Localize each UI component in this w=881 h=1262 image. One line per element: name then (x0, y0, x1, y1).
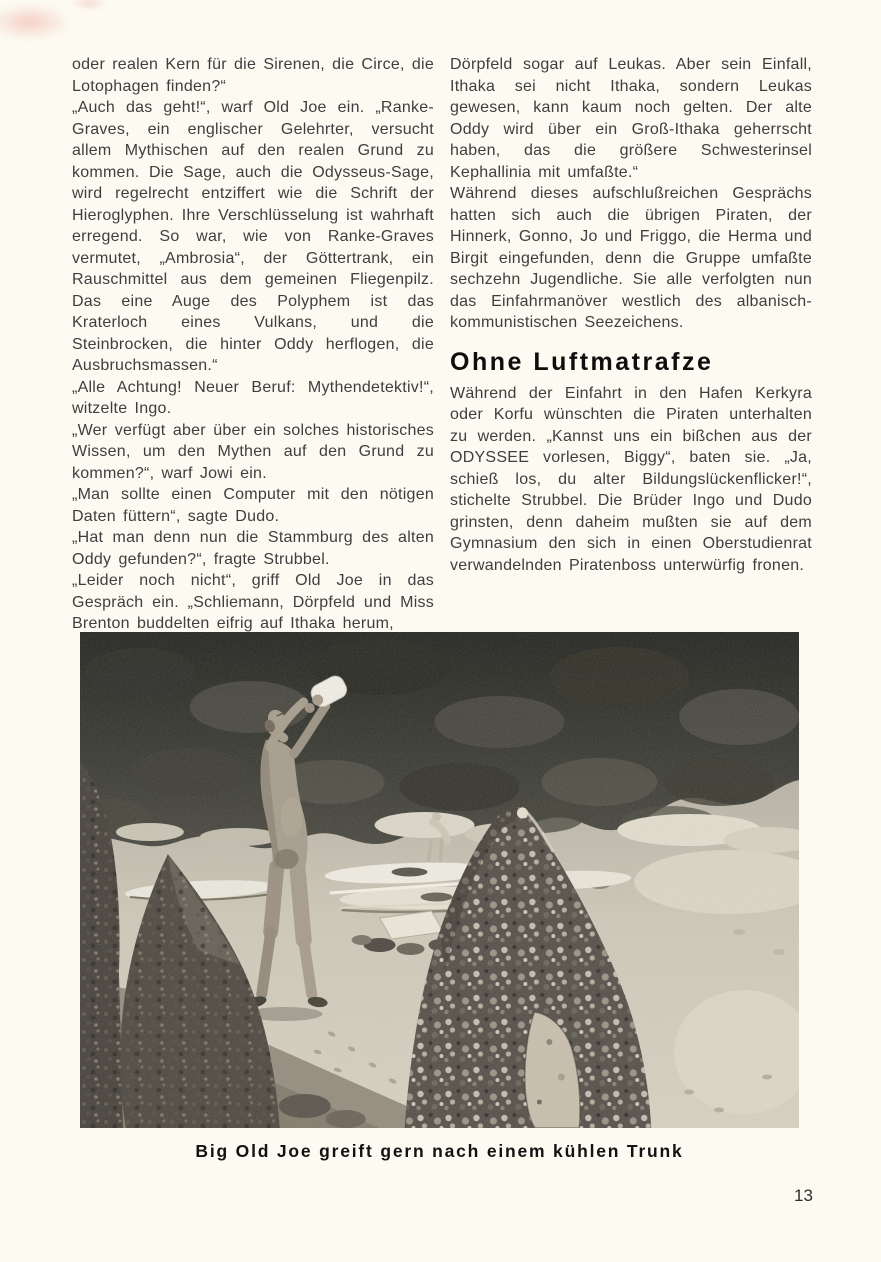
right-column (450, 54, 812, 635)
paragraph: „Hat man denn nun die Stammburg des alten Oddy gefunden?“, fragte Strubbel. (72, 529, 434, 568)
paragraph: „Leider noch nicht“, griff Old Joe in das Gespräch ein. „Schliemann, Dörpfeld und Miss Brenton buddelten eifrig auf Ithaka herum, (72, 572, 434, 632)
photo-caption: Big Old Joe greift gern nach einem kühlen Trunk (195, 1141, 684, 1161)
paragraph: „Auch das geht!“, warf Old Joe ein. „Ranke-Graves, ein englischer Gelehrter, versucht allem Mythischen auf den realen Grund zu kommen. Die Sage, auch die Odysseus-Sage, wird regelrecht entziffert wie die Schrift der Hieroglyphen. Ihre Verschlüsselung ist wahrhaft erregend. So war, wie von Ranke-Graves vermutet, „Ambrosia“, der Göttertrank, ein Rauschmittel aus dem gemeinen Fliegenpilz. Das eine Auge des Polyphem ist das Kraterloch eines Vulkans, und die Steinbrocken, die hinter Oddy herflogen, die Ausbruchsmassen.“ (72, 99, 434, 374)
paragraph: Während dieses aufschlußreichen Gesprächs hatten sich auch die übrigen Piraten, der Hinnerk, Gonno, Jo und Friggo, die Herma und Birgit eingefunden, denn die Gruppe umfaßte sechzehn Jugendliche. Sie alle verfolgten nun das Einfahrmanöver westlich des albanisch-kommunistischen Seezeichens. (450, 185, 812, 331)
film-grain-overlay (80, 632, 799, 1128)
article-body (72, 54, 812, 635)
section-heading: Ohne Luftmatrafze (450, 347, 714, 376)
beach-photo (80, 632, 799, 1128)
paragraph: „Wer verfügt aber über ein solches historisches Wissen, um den Mythen auf den Grund zu kommen?“, warf Jowi ein. (72, 421, 434, 482)
left-column (72, 54, 434, 635)
page-number: 13 (794, 1186, 813, 1205)
beach-photo-illustration (80, 632, 799, 1128)
paragraph: oder realen Kern für die Sirenen, die Circe, die Lotophagen finden?“ (72, 56, 434, 95)
paragraph: Während der Einfahrt in den Hafen Kerkyra oder Korfu wünschten die Piraten unterhalten zu werden. „Kannst uns ein bißchen aus der ODYSSEE vorlesen, Biggy“, baten sie. „Ja, schieß los, du alter Bildungslückenflicker!“, stichelte Strubbel. Die Brüder Ingo und Dudo grinsten, denn daheim mußten sie auf dem Gymnasium den sich in einen Oberstudienrat verwandelnden Piratenboss unterwürfig fronen. (450, 384, 812, 574)
paragraph: „Alle Achtung! Neuer Beruf: Mythendetektiv!“, witzelte Ingo. (72, 378, 434, 417)
paragraph: „Man sollte einen Computer mit den nötigen Daten füttern“, sagte Dudo. (72, 486, 434, 525)
pink-scan-smudge-small (72, 0, 106, 10)
pink-scan-smudge (0, 4, 70, 40)
paragraph: Dörpfeld sogar auf Leukas. Aber sein Einfall, Ithaka sei nicht Ithaka, sondern Leukas gewesen, kann kaum noch gelten. Der alte Oddy wird über ein Groß-Ithaka geherrscht haben, das die größere Schwesterinsel Kephallinia mit umfaßte.“ (450, 56, 812, 181)
